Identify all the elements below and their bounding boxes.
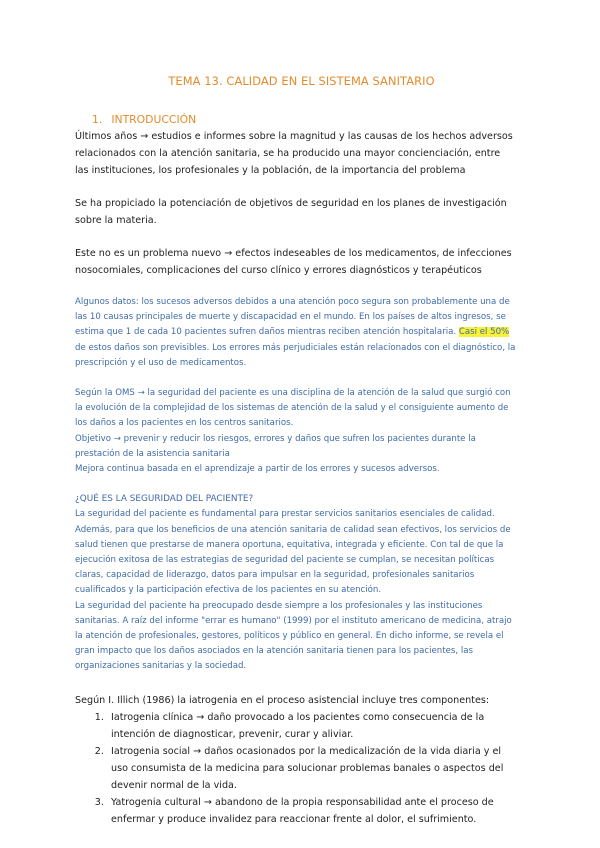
illich-intro: Según I. Illich (1986) la iatrogenia en el proceso asistencial incluye tres componentes: <box>75 694 490 706</box>
list-item: 3. Yatrogenia cultural → abandono de la propia responsabilidad ante el proceso de enfermar y produce invalidez para reaccionar frente al dolor, el sufrimiento. <box>107 794 516 828</box>
list-item: 1. Iatrogenia clínica → daño provocado a los pacientes como consecuencia de la intención de diagnosticar, prevenir, curar y aliviar. <box>107 709 516 743</box>
section-number: 1. <box>92 113 103 126</box>
blue-block-oms <box>75 386 516 477</box>
section-heading <box>75 113 516 126</box>
blue-block-seguridad <box>75 507 516 674</box>
paragraph-1: Últimos años → estudios e informes sobre la magnitud y las causas de los hechos adversos relacionados con la atención sanitaria, se ha producido una mayor concienciación, entre las instituciones, los profesionales y la población, de la importancia del problema <box>75 131 513 176</box>
highlighted-text: Casi el 50% <box>458 327 510 338</box>
iatrogenia-list <box>75 709 516 828</box>
datos-text-after: de estos daños son previsibles. Los errores más perjudiciales están relacionados con el diagnóstico, la prescripción y el uso de medicamentos. <box>75 342 516 368</box>
page-title: TEMA 13. CALIDAD EN EL SISTEMA SANITARIO <box>168 74 435 88</box>
oms-paragraph: Según la OMS → la seguridad del paciente es una disciplina de la atención de la salud que surgió con la evolución de la complejidad de los sistemas de atención de la salud y el consiguiente aumento de los daños a los pacientes en los centros sanitarios. <box>75 388 511 429</box>
paragraph-2: Se ha propiciado la potenciación de objetivos de seguridad en los planes de investigación sobre la materia. <box>75 198 507 226</box>
paragraph-3: Este no es un problema nuevo → efectos indeseables de los medicamentos, de infecciones nosocomiales, complicaciones del curso clínico y errores diagnósticos y terapéuticos <box>75 248 512 276</box>
blue-paragraph-datos <box>75 295 516 371</box>
list-item: 2. Iatrogenia social → daños ocasionados por la medicalización de la vida diaria y el uso consumista de la medicina para solucionar problemas banales o aspectos del devenir normal de la vida. <box>107 743 516 794</box>
mejora-paragraph: Mejora continua basada en el aprendizaje a partir de los errores y sucesos adversos. <box>75 464 440 475</box>
seguridad-paragraph-1: La seguridad del paciente es fundamental para prestar servicios sanitarios esenciales de calidad. Además, para que los beneficios de una atención sanitaria de calidad sean efectivos, los servicios de salud tienen que prestarse de manera oportuna, equitativa, integrada y eficiente. Con tal de que la ejecución exitosa de las estrategias de seguridad del paciente se cumplan, se necesitan políticas claras, capacidad de liderazgo, datos para impulsar en la seguridad, profesionales sanitarios cualificados y la participación efectiva de los pacientes en su atención. <box>75 509 511 596</box>
seguridad-paragraph-2: La seguridad del paciente ha preocupado desde siempre a los profesionales y las instituciones sanitarias. A raíz del informe "errar es humano" (1999) por el instituto americano de medicina, atrajo la atención de profesionales, gestores, políticos y público en general. En dicho informe, se revela el gran impacto que los daños asociados en la atención sanitaria tienen para los pacientes, las organizaciones sanitarias y la sociedad. <box>75 600 512 672</box>
objetivo-paragraph: Objetivo → prevenir y reducir los riesgos, errores y daños que sufren los pacientes durante la prestación de la asistencia sanitaria <box>75 433 476 459</box>
subheading-seguridad: ¿QUÉ ES LA SEGURIDAD DEL PACIENTE? <box>75 494 254 505</box>
section-title: INTRODUCCIÓN <box>111 113 197 126</box>
datos-text-before: Algunos datos: los sucesos adversos debidos a una atención poco segura son probablemente una de las 10 causas principales de muerte y discapacidad en el mundo. En los países de altos ingresos, se estima que 1 de cada 10 pacientes sufren daños mientras reciben atención hospitalaria. <box>75 297 510 338</box>
